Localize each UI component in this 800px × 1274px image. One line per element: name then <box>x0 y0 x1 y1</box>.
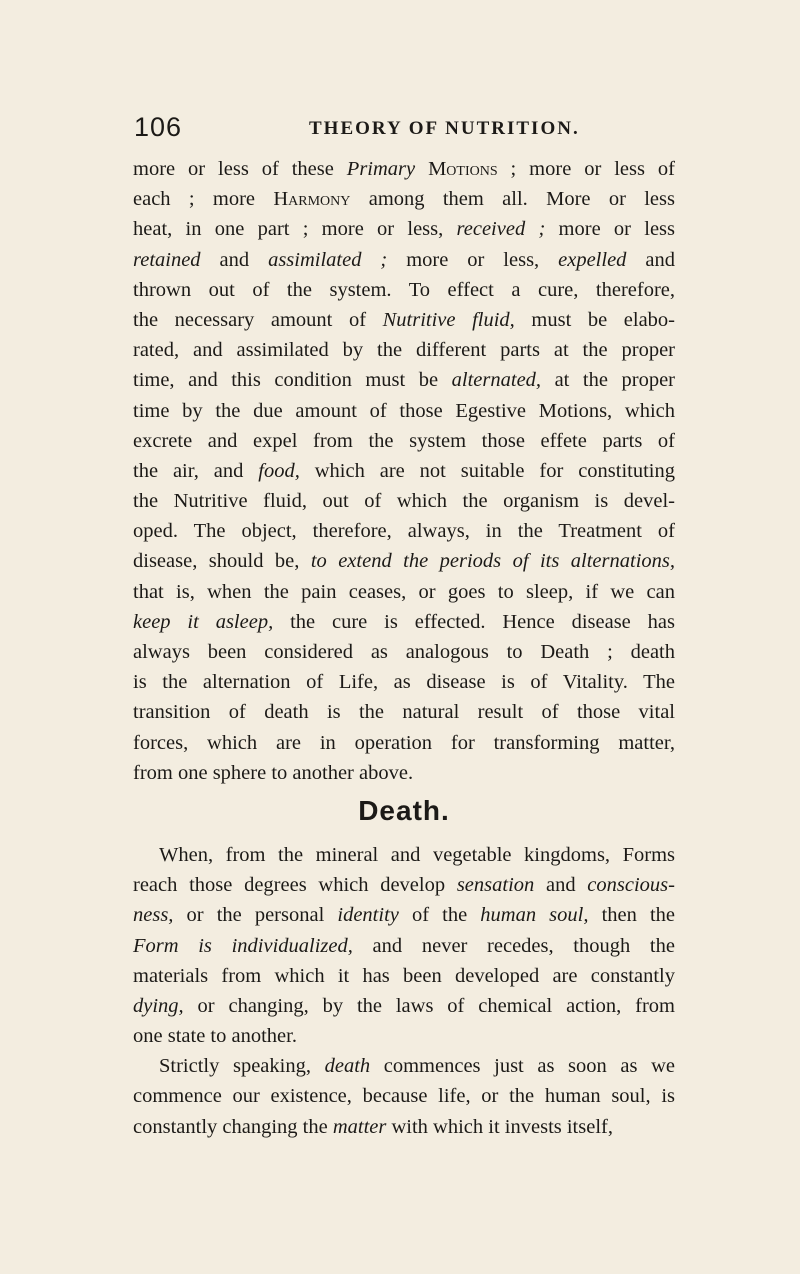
italic-text: retained <box>133 248 201 271</box>
text-run: oped. The object, therefore, always, in the Treatment of <box>133 520 675 543</box>
italic-text: assimilated ; <box>268 248 388 271</box>
italic-text: identity <box>337 904 399 927</box>
text-run: reach those degrees which develop <box>133 874 457 897</box>
text-line <box>133 697 675 727</box>
italic-text: received ; <box>456 218 546 241</box>
text-line <box>133 758 675 788</box>
text-run: forces, which are in operation for transforming matter, <box>133 731 675 754</box>
text-line <box>133 931 675 961</box>
text-line <box>133 991 675 1021</box>
italic-text: food, <box>258 459 300 482</box>
text-run: must be elabo- <box>514 308 675 331</box>
text-run: transition of death is the natural result of those vital <box>133 701 675 724</box>
text-run: then the <box>588 904 676 927</box>
running-title: THEORY OF NUTRITION. <box>309 118 580 139</box>
text-run: commences just as soon as we <box>370 1055 675 1078</box>
text-line <box>133 546 675 576</box>
text-line <box>133 456 675 486</box>
text-line <box>133 154 675 184</box>
text-run: more or less, <box>387 248 559 271</box>
italic-text: to extend the periods of its alternations, <box>310 550 675 573</box>
text-line <box>133 335 675 365</box>
text-run: more or less <box>545 218 676 241</box>
page-number: 106 <box>134 112 183 142</box>
italic-text: sensation <box>456 874 535 897</box>
text-line <box>133 728 675 758</box>
text-run: time by the due amount of those Egestive Motions, which <box>133 399 675 422</box>
text-run: or the personal <box>173 904 338 927</box>
text-run: of the <box>398 904 481 927</box>
text-line <box>133 667 675 697</box>
text-run: the cure is effected. Hence disease has <box>273 610 675 633</box>
text-run: from one sphere to another above. <box>133 761 414 784</box>
italic-text: Primary <box>346 158 416 180</box>
text-run: that is, when the pain ceases, or goes to sleep, if we can <box>133 580 675 603</box>
text-run: is the alternation of Life, as disease is of Vitality. The <box>133 671 675 694</box>
page-header <box>134 112 694 146</box>
text-run: one state to another. <box>133 1025 297 1048</box>
text-run: rated, and assimilated by the different parts at the proper <box>133 339 675 362</box>
text-run: commence our existence, because life, or the human soul, is <box>133 1085 675 1108</box>
text-line <box>133 365 675 395</box>
text-line <box>133 900 675 930</box>
text-line <box>133 214 675 244</box>
paragraph <box>133 840 675 1051</box>
text-run: which are not suitable for constituting <box>299 459 675 482</box>
text-run: ; more or less of <box>497 158 675 180</box>
paragraph <box>133 154 675 788</box>
text-run: excrete and expel from the system those effete parts of <box>133 429 675 452</box>
italic-text: human soul, <box>480 904 589 927</box>
text-run: and <box>626 248 675 271</box>
italic-text: ness, <box>133 904 174 927</box>
text-line <box>133 1112 675 1142</box>
text-run: among them all. More or less <box>350 188 675 211</box>
text-run: When, from the mineral and vegetable kingdoms, Forms <box>159 843 675 866</box>
text-run: the air, and <box>133 459 259 482</box>
text-line <box>133 961 675 991</box>
italic-text: Nutritive fluid, <box>382 308 515 331</box>
text-line <box>133 486 675 516</box>
italic-text: expelled <box>558 248 627 271</box>
text-line <box>133 275 675 305</box>
small-caps-text: Motions <box>428 158 498 180</box>
text-line <box>133 184 675 214</box>
text-run: thrown out of the system. To effect a cure, therefore, <box>133 278 675 301</box>
text-run: time, and this condition must be <box>133 369 452 392</box>
text-run: constantly changing the <box>133 1115 333 1138</box>
text-run: the necessary amount of <box>133 308 383 331</box>
text-line <box>133 245 675 275</box>
text-run: at the proper <box>541 369 675 392</box>
text-run: each ; more <box>133 188 274 211</box>
text-line <box>133 516 675 546</box>
text-run: and <box>534 874 588 897</box>
text-line <box>133 1081 675 1111</box>
text-run: and <box>200 248 269 271</box>
italic-text: death <box>324 1055 371 1078</box>
section-heading: Death. <box>358 794 450 826</box>
italic-text: keep it asleep, <box>133 610 274 633</box>
body-text <box>133 154 675 1142</box>
text-run: materials from which it has been developed are constantly <box>133 964 675 987</box>
text-run: the Nutritive fluid, out of which the organism is devel- <box>133 490 675 513</box>
text-run: or changing, by the laws of chemical action, from <box>183 994 675 1017</box>
italic-text: alternated, <box>451 369 542 392</box>
text-line <box>133 396 675 426</box>
text-run: heat, in one part ; more or less, <box>133 218 457 241</box>
paragraph <box>133 1051 675 1142</box>
italic-text: matter <box>332 1115 387 1138</box>
text-run <box>415 158 428 180</box>
text-line <box>133 426 675 456</box>
text-run: disease, should be, <box>133 550 311 573</box>
text-line <box>133 305 675 335</box>
text-line <box>133 637 675 667</box>
text-line <box>133 840 675 870</box>
text-line <box>133 607 675 637</box>
text-run: with which it invests itself, <box>386 1115 613 1138</box>
text-line <box>133 1051 675 1081</box>
text-run: Strictly speaking, <box>159 1055 325 1078</box>
text-run: more or less of these <box>133 158 347 180</box>
text-run: and never recedes, though the <box>352 934 675 957</box>
text-line <box>133 870 675 900</box>
italic-text: Form is individualized, <box>133 934 353 957</box>
text-line <box>133 1021 675 1051</box>
italic-text: conscious- <box>587 874 675 897</box>
text-run: always been considered as analogous to Death ; death <box>133 641 675 663</box>
small-caps-text: Harmony <box>273 188 351 211</box>
italic-text: dying, <box>133 994 184 1017</box>
text-line <box>133 577 675 607</box>
